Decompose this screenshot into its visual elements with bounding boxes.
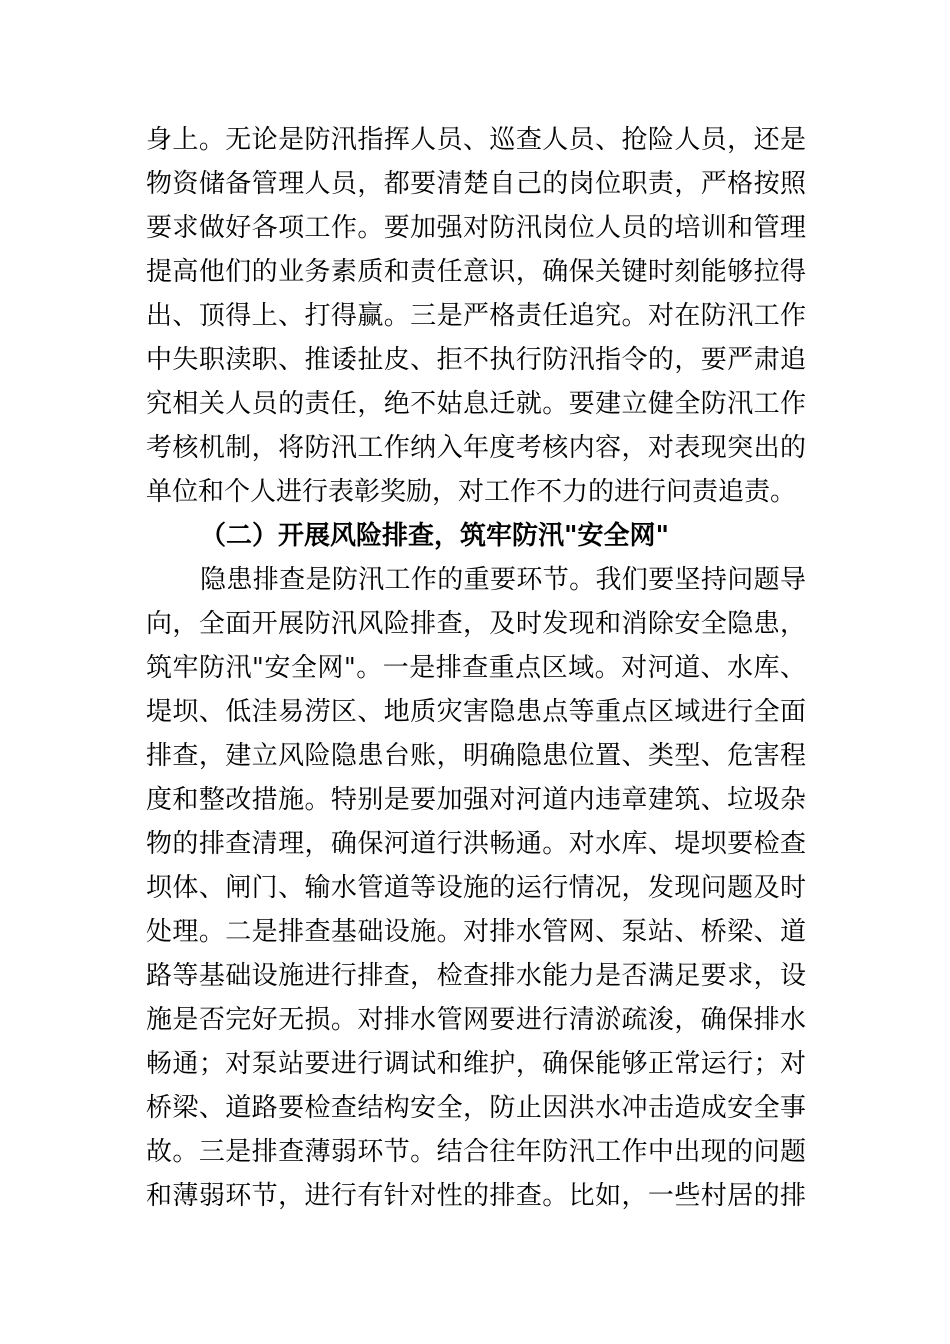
text-line: 考核机制，将防汛工作纳入年度考核内容，对表现突出的 xyxy=(146,433,806,463)
text-line: 坝体、闸门、输水管道等设施的运行情况，发现问题及时 xyxy=(146,873,806,903)
text-line: 处理。二是排查基础设施。对排水管网、泵站、桥梁、道 xyxy=(146,917,806,947)
text-line: 筑牢防汛"安全网"。一是排查重点区域。对河道、水库、 xyxy=(146,653,806,683)
text-line: 向，全面开展防汛风险排查，及时发现和消除安全隐患， xyxy=(146,609,806,639)
text-line: 桥梁、道路要检查结构安全，防止因洪水冲击造成安全事 xyxy=(146,1093,806,1123)
text-line: 和薄弱环节，进行有针对性的排查。比如，一些村居的排 xyxy=(146,1181,806,1211)
section-heading: （二）开展风险排查，筑牢防汛"安全网" xyxy=(200,521,670,551)
text-line: 提高他们的业务素质和责任意识，确保关键时刻能够拉得 xyxy=(146,257,806,287)
text-line: 畅通；对泵站要进行调试和维护，确保能够正常运行；对 xyxy=(146,1049,806,1079)
text-line: 物资储备管理人员，都要清楚自己的岗位职责，严格按照 xyxy=(146,169,806,199)
text-line: 故。三是排查薄弱环节。结合往年防汛工作中出现的问题 xyxy=(146,1137,806,1167)
text-line: 要求做好各项工作。要加强对防汛岗位人员的培训和管理 xyxy=(146,213,806,243)
text-line: 施是否完好无损。对排水管网要进行清淤疏浚，确保排水 xyxy=(146,1005,806,1035)
text-line: 究相关人员的责任，绝不姑息迁就。要建立健全防汛工作 xyxy=(146,389,806,419)
text-line: 路等基础设施进行排查，检查排水能力是否满足要求，设 xyxy=(146,961,806,991)
text-line: 单位和个人进行表彰奖励，对工作不力的进行问责追责。 xyxy=(146,477,797,507)
text-line: 堤坝、低洼易涝区、地质灾害隐患点等重点区域进行全面 xyxy=(146,697,806,727)
text-line: 隐患排查是防汛工作的重要环节。我们要坚持问题导 xyxy=(200,565,806,595)
text-line: 度和整改措施。特别是要加强对河道内违章建筑、垃圾杂 xyxy=(146,785,806,815)
text-line: 出、顶得上、打得赢。三是严格责任追究。对在防汛工作 xyxy=(146,301,806,331)
text-line: 中失职渎职、推诿扯皮、拒不执行防汛指令的，要严肃追 xyxy=(146,345,806,375)
text-line: 排查，建立风险隐患台账，明确隐患位置、类型、危害程 xyxy=(146,741,806,771)
text-line: 物的排查清理，确保河道行洪畅通。对水库、堤坝要检查 xyxy=(146,829,806,859)
text-line: 身上。无论是防汛指挥人员、巡查人员、抢险人员，还是 xyxy=(146,125,806,155)
